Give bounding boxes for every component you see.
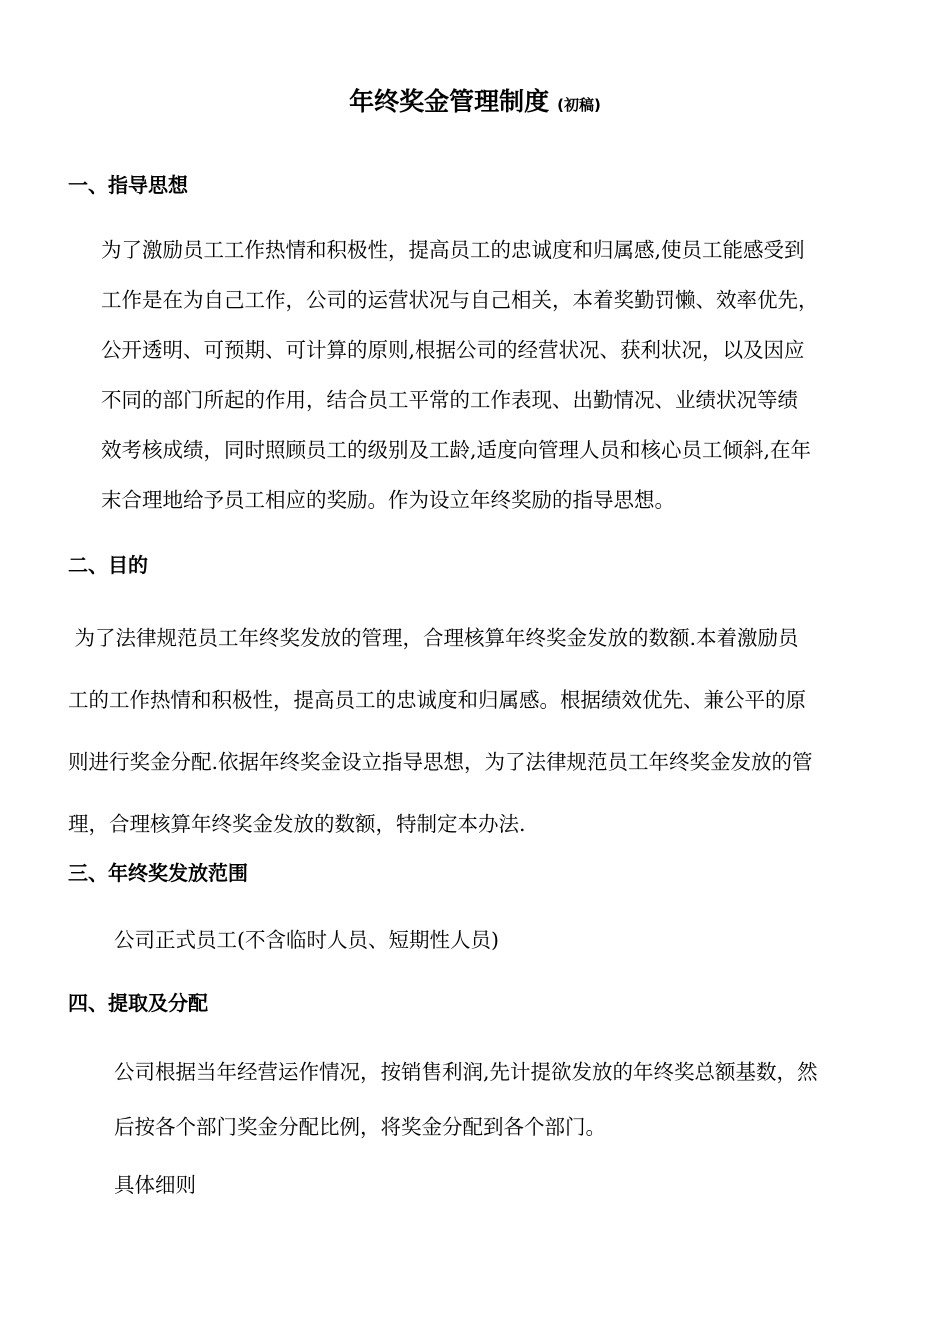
section-subheading-details: [114, 1160, 196, 1210]
title-draft-note: (初稿): [557, 96, 601, 114]
section-body-purpose: [68, 607, 813, 855]
title-text: 年终奖金管理制度: [349, 87, 550, 116]
paragraph-line: 末合理地给予员工相应的奖励。作为设立年终奖励的指导思想。: [101, 488, 675, 512]
paragraph-line: 不同的部门所起的作用，结合员工平常的工作表现、出勤情况、业绩状况等绩: [101, 388, 798, 412]
section-body-guiding-principle: [101, 225, 819, 525]
section-heading-purpose: 二、目的: [68, 553, 148, 577]
section-heading-guiding-principle: 一、指导思想: [68, 173, 188, 197]
paragraph-line: 后按各个部门奖金分配比例，将奖金分配到各个部门。: [114, 1115, 606, 1139]
paragraph-line: 理，合理核算年终奖金发放的数额，特制定本办法.: [68, 812, 526, 836]
paragraph-line: 为了激励员工工作热情和积极性，提高员工的忠诚度和归属感,使员工能感受到: [101, 238, 805, 262]
details-label: 具体细则: [114, 1173, 196, 1197]
section-heading-scope: 三、年终奖发放范围: [68, 861, 248, 885]
paragraph-line: 为了法律规范员工年终奖发放的管理，合理核算年终奖金发放的数额.本着激励员: [68, 626, 799, 650]
paragraph-line: 工作是在为自己工作，公司的运营状况与自己相关，本着奖勤罚懒、效率优先，: [101, 288, 819, 312]
paragraph-line: 公开透明、可预期、可计算的原则,根据公司的经营状况、获利状况，以及因应: [101, 338, 805, 362]
paragraph-line: 公司根据当年经营运作情况，按销售利润,先计提欲发放的年终奖总额基数，然: [114, 1060, 818, 1084]
paragraph-line: 工的工作热情和积极性，提高员工的忠诚度和归属感。根据绩效优先、兼公平的原: [68, 688, 806, 712]
document-title: [0, 82, 950, 125]
paragraph-line: 效考核成绩，同时照顾员工的级别及工龄,适度向管理人员和核心员工倾斜,在年: [101, 438, 812, 462]
paragraph-line: 公司正式员工(不含临时人员、短期性人员): [114, 928, 499, 952]
paragraph-line: 则进行奖金分配.依据年终奖金设立指导思想，为了法律规范员工年终奖金发放的管: [68, 750, 813, 774]
section-body-scope: [114, 915, 499, 965]
section-body-allocation: [114, 1045, 818, 1155]
section-heading-allocation: 四、提取及分配: [68, 991, 208, 1015]
